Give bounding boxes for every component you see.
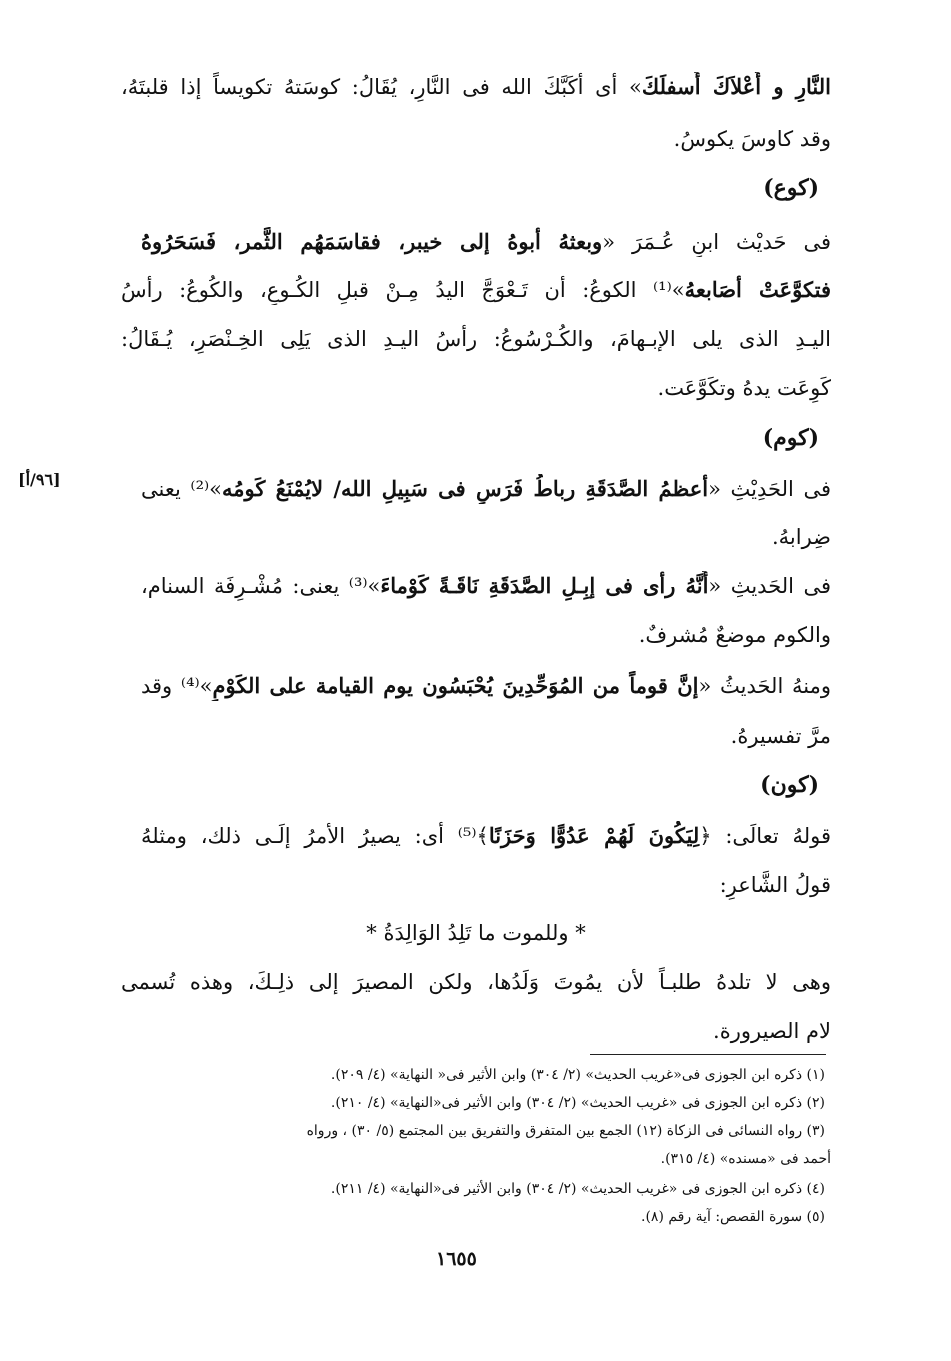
text: فى الحَديثِ « xyxy=(708,574,831,598)
footnote: (١) ذكره ابن الجوزى فى«غريب الحديث» (٢/ ٣٠٤) وابن الأثير فى« النهاية» (٤/ ٢٠٩). xyxy=(330,1067,825,1083)
text-line: قولُ الشَّاعرِ: xyxy=(719,873,831,897)
text: ﴾⁽⁵⁾ أى: يصيرُ الأمرُ إلَـى ذلك، ومثلهُ xyxy=(141,824,489,848)
footnote: (٤) ذكره ابن الجوزى فى «غريب الحديث» (٢/ ٣٠٤) وابن الأثير فى«النهاية» (٤/ ٢١١). xyxy=(330,1181,825,1197)
bold-text: النَّارِ و أَعْلاَكَ أَسفلَكَ xyxy=(641,74,831,99)
text-line: والكوم موضعٌ مُشرفٌ. xyxy=(638,623,831,647)
footnote: أحمد فى «مسنده» (٤/ ٣١٥). xyxy=(660,1151,831,1167)
text-line xyxy=(141,227,831,257)
text: »⁽⁴⁾ وقد xyxy=(141,674,213,698)
page-number: ١٦٥٥ xyxy=(436,1248,477,1270)
entry-heading: (كون) xyxy=(760,772,819,798)
bold-text: وبعثهُ أبوهُ إلى خيبر، فقاسَمَهُم الثَّمر، فَسَحَرُوهُ xyxy=(141,229,603,254)
text-line: وقد كاوسَ يكوسُ. xyxy=(673,127,831,151)
text-line: لام الصيرورة. xyxy=(713,1019,831,1043)
bold-text: فتكوَّعَتْ أصَابعهُ xyxy=(684,277,831,302)
text-line xyxy=(141,821,831,851)
poetry-verse: * وللموت ما تَلِدُ الوَالِدَةُ * xyxy=(366,921,586,945)
text-line: مرَّ تفسيرهُ. xyxy=(730,724,831,748)
bold-text: أَنَّهُ رأى فى إبِـلِ الصَّدَقَةِ نَاقَـةً كَوْماءَ xyxy=(380,573,709,598)
entry-heading: (كوع) xyxy=(763,175,819,201)
text-line: ضِرابهُ. xyxy=(771,525,831,549)
text-line xyxy=(121,275,831,305)
footnote: (٥) سورة القصص: آية رقم (٨). xyxy=(641,1209,825,1225)
text: ومنهُ الحَديثُ « xyxy=(698,674,831,698)
text-line: كَوِعَت يدهُ وتكَوَّعَت. xyxy=(657,376,831,400)
text: » أى أكَبَّكَ الله فى النَّارِ، يُقَالُ: كوسَتهُ تكويساً إذا قلبتَهُ، xyxy=(121,75,642,99)
bold-text: لِيَكُونَ لَهُمْ عَدُوًّا وَحَزَنًا xyxy=(488,823,700,848)
text: قولهُ تعالَى: ﴿ xyxy=(699,824,831,848)
text: »⁽¹⁾ الكوعُ: أن تَـعْوَجَّ اليدُ مِـنْ قبلِ الكُـوعِ، والكُوعُ: رأسُ xyxy=(121,278,685,302)
text-line xyxy=(141,474,831,504)
text-line xyxy=(141,671,831,701)
footnote: (٣) رواه النسائى فى الزكاة (١٢) الجمع بين المتفرق والتفريق بين المجتمع (٥/ ٣٠) ، ورواه xyxy=(306,1123,825,1139)
entry-heading: (كوم) xyxy=(762,425,819,451)
text-line: اليـدِ الذى يلى الإبـهامَ، والكُـرْسُوعُ: رأسُ اليـدِ الذى يَلِى الخِـنْصَرِ، يُـقَالُ: xyxy=(121,327,831,351)
text: فى حَديْث ابنِ عُـمَرَ « xyxy=(602,230,831,254)
text: »⁽³⁾ يعنى: مُشْـرِفَة السنام، xyxy=(141,574,381,598)
text: »⁽²⁾ يعنى xyxy=(141,477,223,501)
text: فى الحَدِيْثِ « xyxy=(708,477,831,501)
text-line: وهى لا تلدهُ طلبـاً لأن يمُوتَ وَلَدُها، ولكن المصيرَ إلى ذلِـكَ، وهذه تُسمى xyxy=(121,970,831,994)
manuscript-folio-ref: [٩٦/أ] xyxy=(18,470,61,489)
bold-text: أعظمُ الصَّدَقَةِ رباطُ فَرَسٍ فى سَبِيلِ الله/ لايُمْنَعُ كَومُه xyxy=(222,476,709,501)
footnote-separator xyxy=(590,1054,826,1055)
bold-text: إنَّ قوماً من المُوَحِّدِينَ يُحْبَسُون يوم القيامة على الكَوْمِ xyxy=(212,673,699,698)
text-line xyxy=(121,72,831,102)
text-line xyxy=(141,571,831,601)
footnote: (٢) ذكره ابن الجوزى فى «غريب الحديث» (٢/ ٣٠٤) وابن الأثير فى«النهاية» (٤/ ٢١٠). xyxy=(330,1095,825,1111)
